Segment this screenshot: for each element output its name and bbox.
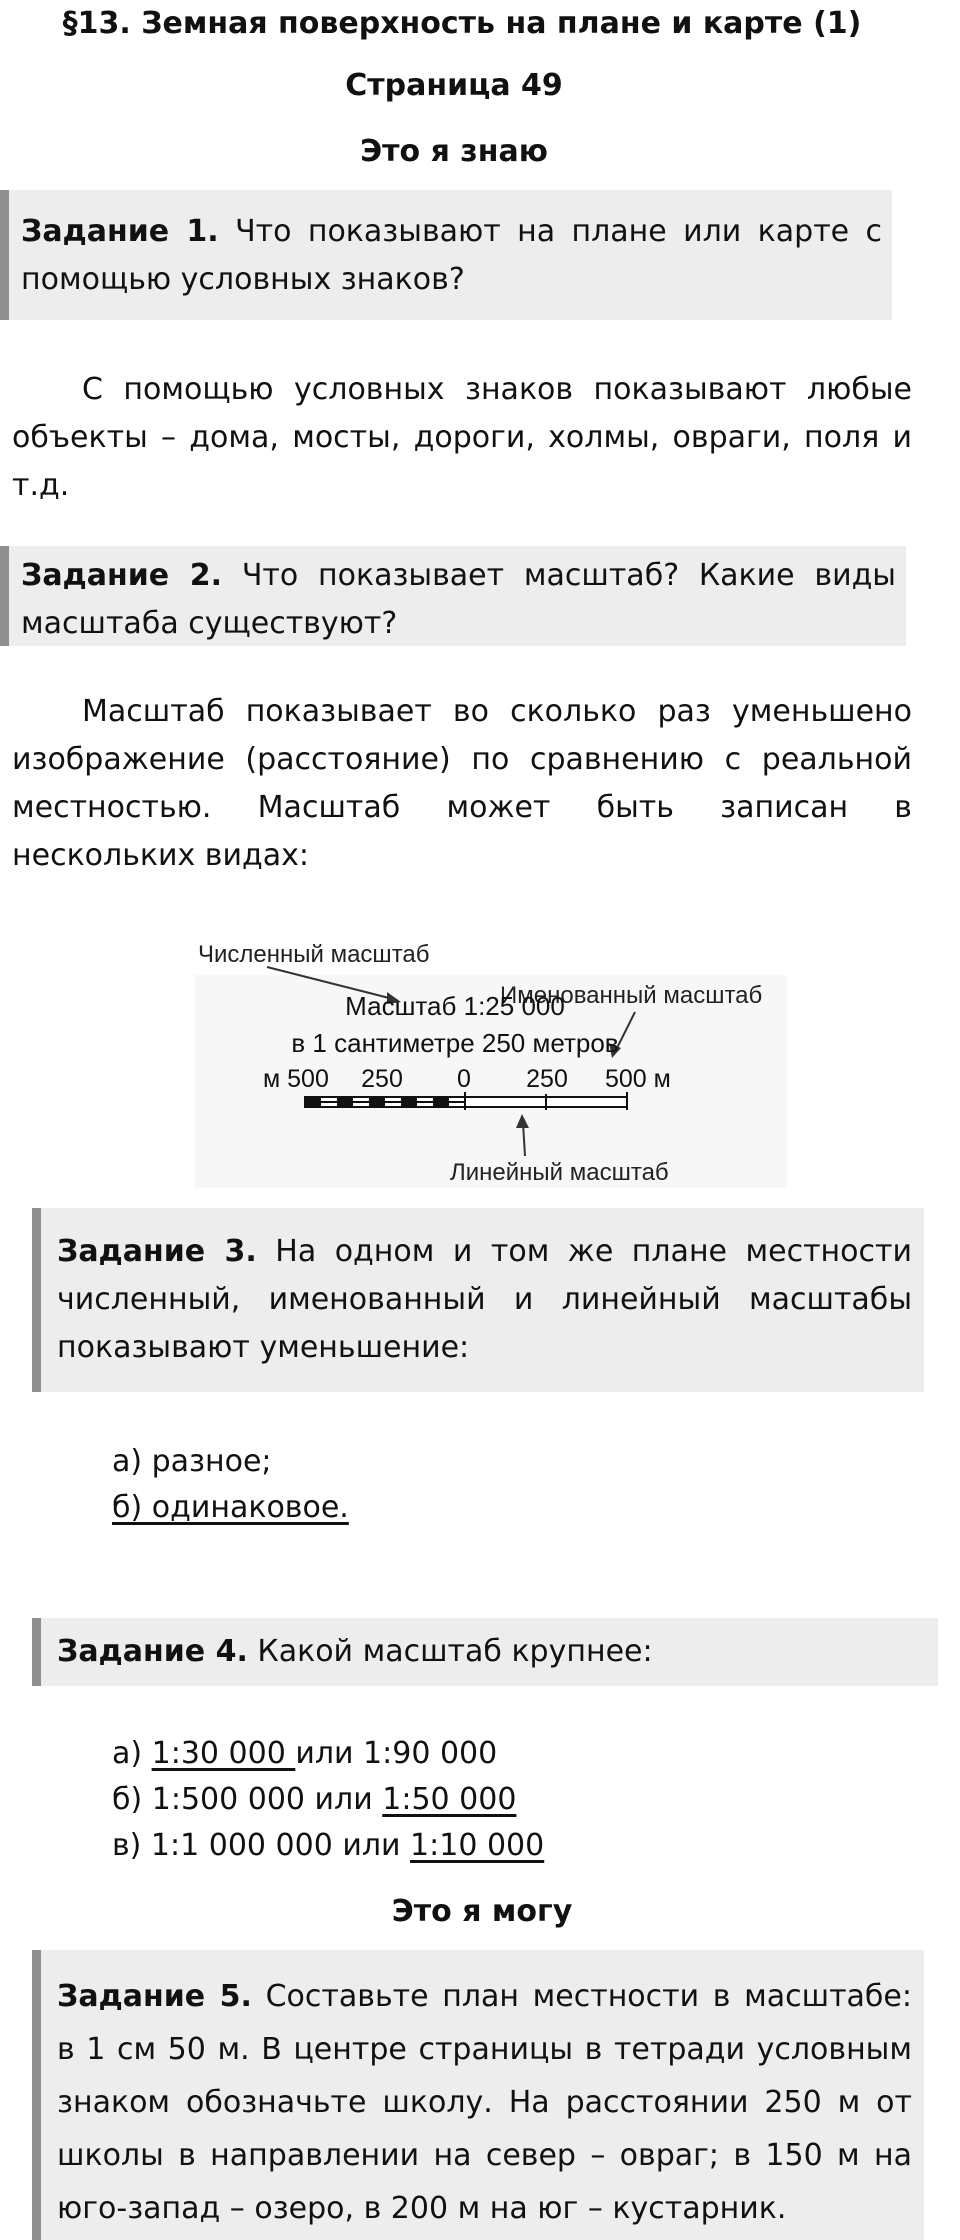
page-number: Страница 49	[345, 68, 563, 103]
option-correct: 1:50 000	[382, 1782, 517, 1817]
task-2-label: Задание 2.	[21, 558, 223, 593]
task-3-question: На одном и том же плане местности численный, именованный и линейный масштабы показывают уменьшение:	[57, 1234, 912, 1365]
option-other: 1:500 000	[151, 1782, 306, 1817]
task-4-option-a	[112, 1730, 497, 1778]
tick-label: 250	[361, 1065, 403, 1093]
label-linear-scale: Линейный масштаб	[450, 1159, 669, 1186]
subtitle-can: Это я могу	[391, 1894, 573, 1929]
task-1-label: Задание 1.	[21, 214, 219, 249]
task-4-label: Задание 4.	[57, 1634, 248, 1669]
task-3-label: Задание 3.	[57, 1234, 257, 1269]
subtitle-know: Это я знаю	[360, 134, 548, 169]
task-5-label: Задание 5.	[57, 1979, 252, 2014]
option-mid: или	[332, 1828, 411, 1863]
task-3-option-a: а) разное;	[112, 1444, 272, 1479]
task-4-box	[32, 1618, 938, 1686]
task-3-option-b: б) одинаковое.	[112, 1490, 349, 1525]
tick-label: м 500	[263, 1065, 329, 1093]
tick-label: 250	[526, 1065, 568, 1093]
task-1-answer: С помощью условных знаков показывают любые объекты – дома, мосты, дороги, холмы, овраги, поля и т.д.	[12, 372, 912, 503]
task-2-question: Что показывает масштаб? Какие виды масштаба существуют?	[21, 558, 896, 641]
task-3-box	[32, 1208, 924, 1392]
option-other: 1:90 000	[363, 1736, 498, 1771]
task-2-box	[0, 546, 906, 646]
named-scale-text: в 1 сантиметре 250 метров	[291, 1028, 619, 1058]
tick-label: 500 м	[605, 1065, 671, 1093]
task-4-option-b	[112, 1776, 516, 1824]
task-5-question: Составьте план местности в масштабе: в 1 см 50 м. В центре страницы в тетради условным знаком обозначьте школу. На расстоянии 250 м от школы в направлении на север – овраг; в 150 м на юго-запад – озеро, в 200 м на юг – кустарник.	[57, 1979, 912, 2226]
option-correct: 1:30 000	[151, 1736, 296, 1771]
task-4-option-c	[112, 1822, 544, 1870]
scale-text: Масштаб 1:25 000	[345, 991, 565, 1021]
option-prefix: в)	[112, 1828, 151, 1863]
tick-label: 0	[457, 1065, 471, 1093]
task-5-box	[32, 1950, 924, 2240]
task-4-question: Какой масштаб крупнее:	[257, 1634, 653, 1669]
option-mid: или	[305, 1782, 383, 1817]
label-named-scale: Именованный масштаб	[500, 982, 763, 1009]
scale-diagram	[195, 930, 795, 1188]
section-title: §13. Земная поверхность на плане и карте (1)	[62, 6, 862, 41]
option-other: 1:1 000 000	[150, 1828, 333, 1863]
task-1-box	[0, 190, 892, 320]
label-numeric-scale: Численный масштаб	[198, 941, 430, 968]
task-2-answer: Масштаб показывает во сколько раз уменьшено изображение (расстояние) по сравнению с реальной местностью. Масштаб может быть записан в нескольких видах:	[12, 694, 912, 873]
task-1-question: Что показывают на плане или карте с помощью условных знаков?	[21, 214, 882, 297]
option-mid: или	[295, 1736, 364, 1771]
option-prefix: а)	[112, 1736, 152, 1771]
option-prefix: б)	[112, 1782, 152, 1817]
option-correct: 1:10 000	[410, 1828, 545, 1863]
